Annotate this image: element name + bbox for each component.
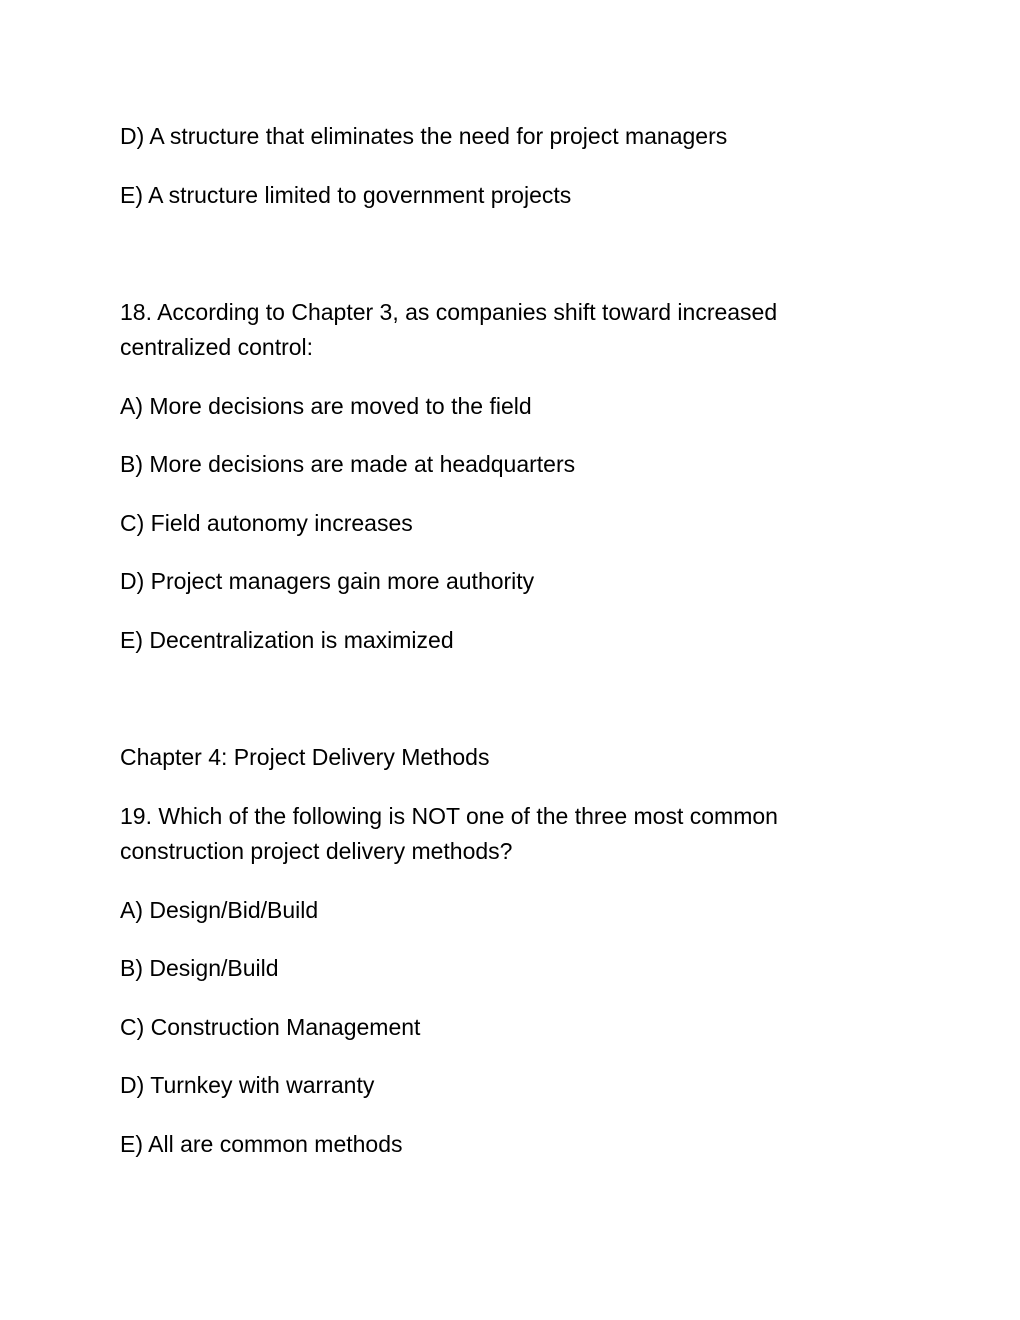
q19-option-c: C) Construction Management — [120, 1014, 421, 1040]
q18-option-e: E) Decentralization is maximized — [120, 627, 454, 653]
q19-option-b: B) Design/Build — [120, 955, 279, 981]
q19-option-e: E) All are common methods — [120, 1131, 403, 1157]
q18-option-a: A) More decisions are moved to the field — [120, 393, 532, 419]
q17-option-d: D) A structure that eliminates the need for project managers — [120, 123, 728, 149]
q18-option-d: D) Project managers gain more authority — [120, 568, 535, 594]
q19-question-line-1: 19. Which of the following is NOT one of the three most common — [120, 803, 778, 829]
q19-option-d: D) Turnkey with warranty — [120, 1072, 375, 1098]
q19-question-line-2: construction project delivery methods? — [120, 838, 513, 864]
chapter-4-heading: Chapter 4: Project Delivery Methods — [120, 744, 490, 770]
q18-question-line-2: centralized control: — [120, 334, 314, 360]
q18-question-line-1: 18. According to Chapter 3, as companies shift toward increased — [120, 299, 778, 325]
q17-option-e: E) A structure limited to government projects — [120, 182, 572, 208]
q18-option-b: B) More decisions are made at headquarters — [120, 451, 576, 477]
q18-option-c: C) Field autonomy increases — [120, 510, 413, 536]
q19-option-a: A) Design/Bid/Build — [120, 897, 319, 923]
